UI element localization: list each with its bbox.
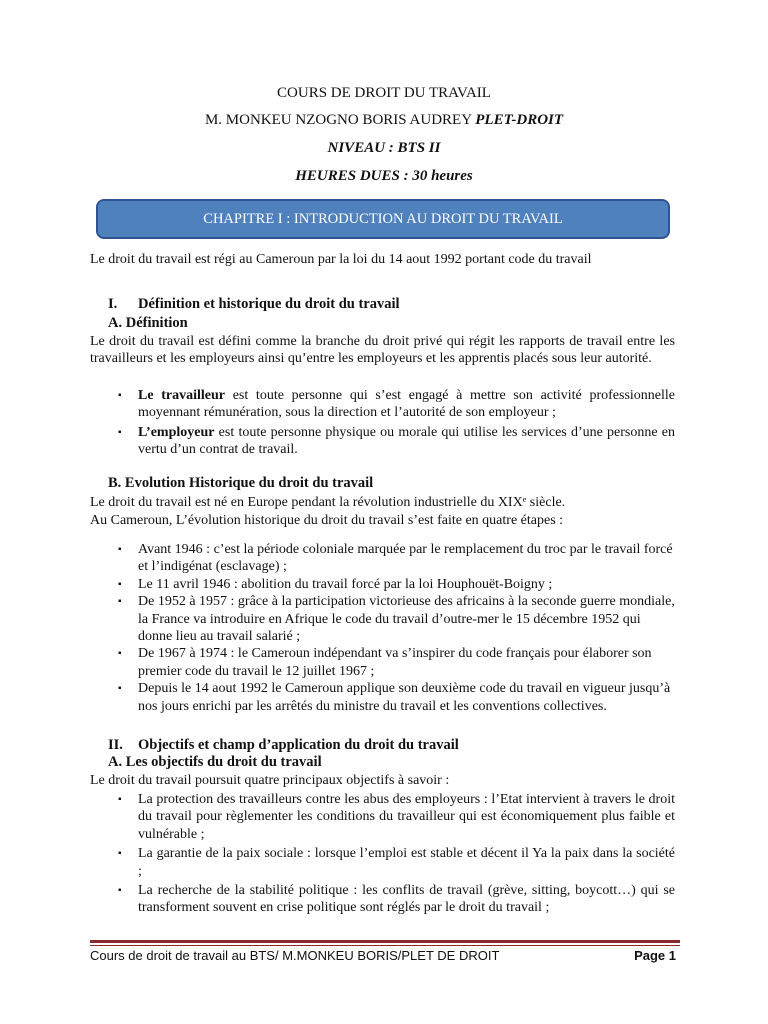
definition-paragraph: Le droit du travail est défini comme la branche du droit privé qui régit les rapports de travail entre les travailleurs et les employeurs ainsi qu’entre les employeurs et les apprentis placés sous leur autorité. xyxy=(90,334,675,367)
author-line xyxy=(0,112,768,129)
list-item xyxy=(118,593,675,645)
bullet-icon: ▪ xyxy=(118,648,122,660)
intro-paragraph: Le droit du travail est régi au Cameroun par la loi du 14 aout 1992 portant code du travail xyxy=(90,252,592,267)
section-2-number: II. xyxy=(108,737,123,753)
list-item xyxy=(118,791,675,843)
section-1-title: Définition et historique du droit du travail xyxy=(138,296,400,312)
level-line: NIVEAU : BTS II xyxy=(327,140,441,156)
chapter-banner xyxy=(96,199,670,239)
bullet-icon: ▪ xyxy=(118,390,122,401)
list-item xyxy=(118,541,675,576)
footer-divider xyxy=(90,940,680,943)
bullet-icon: ▪ xyxy=(118,848,122,860)
term-employeur: L’employeur xyxy=(138,424,215,440)
history-step-5: Depuis le 14 aout 1992 le Cameroun applique son deuxième code du travail en vigueur jusqu’à nos jours enrichi par les arrêtés du ministre du travail et les conventions collectives. xyxy=(138,681,671,714)
list-item xyxy=(118,882,675,917)
bullet-icon: ▪ xyxy=(118,578,122,590)
history-paragraph-2: Au Cameroun, L’évolution historique du droit du travail s’est faite en quatre étapes : xyxy=(90,513,564,528)
chapter-title: CHAPITRE I : INTRODUCTION AU DROIT DU TRAVAIL xyxy=(203,210,563,227)
course-title: COURS DE DROIT DU TRAVAIL xyxy=(277,85,491,101)
objectives-intro: Le droit du travail poursuit quatre principaux objectifs à savoir : xyxy=(90,773,450,788)
bullet-icon: ▪ xyxy=(118,885,122,897)
bullet-icon: ▪ xyxy=(118,426,122,438)
list-item xyxy=(118,576,675,593)
history-step-1: Avant 1946 : c’est la période coloniale marquée par le remplacement du troc par le travail forcé et l’indigénat (esclavage) ; xyxy=(138,542,673,575)
objectives-bullets xyxy=(118,791,675,917)
objective-3: La recherche de la stabilité politique : les conflits de travail (grève, sitting, boycott…) qui se transforment souvent en crise politique sont réglés par le droit du travail ; xyxy=(138,883,675,916)
section-1a-heading: A. Définition xyxy=(108,315,188,331)
list-item xyxy=(118,424,675,459)
history-step-3: De 1952 à 1957 : grâce à la participation victorieuse des africains à la seconde guerre mondiale, la France va introduire en Afrique le code du travail d’outre-mer le 15 décembre 1952 qui donne lieu au travail salarié ; xyxy=(138,594,675,645)
footer-divider-thin xyxy=(90,945,680,946)
history-bullets xyxy=(118,541,675,715)
term-travailleur: Le travailleur xyxy=(138,388,225,403)
list-item xyxy=(118,680,675,715)
author-name: M. MONKEU NZOGNO BORIS AUDREY xyxy=(204,112,476,128)
history-step-2: Le 11 avril 1946 : abolition du travail forcé par la loi Houphouët-Boigny ; xyxy=(138,576,553,592)
history-step-4: De 1967 à 1974 : le Cameroun indépendant va s’inspirer du code français pour élaborer son premier code du travail le 12 juillet 1967 ; xyxy=(138,646,652,679)
term-employeur-definition: est toute personne physique ou morale qui utilise les services d’une personne en vertu d’un contrat de travail. xyxy=(138,424,675,458)
section-2-heading xyxy=(108,737,459,754)
history-paragraph-1: Le droit du travail est né en Europe pendant la révolution industrielle du XIXᵉ siècle. xyxy=(90,495,566,510)
section-2a-heading: A. Les objectifs du droit du travail xyxy=(108,754,322,770)
section-1-number: I. xyxy=(108,296,118,312)
list-item xyxy=(118,387,675,422)
page-number: Page 1 xyxy=(634,948,676,963)
footer-text: Cours de droit de travail au BTS/ M.MONKEU BORIS/PLET DE DROIT xyxy=(90,948,500,963)
objective-1: La protection des travailleurs contre les abus des employeurs : l’Etat intervient à travers le droit du travail pour règlementer les conditions du travailleur qui est économiquement plus faible et vulnérable ; xyxy=(138,792,675,842)
bullet-icon: ▪ xyxy=(118,596,122,608)
objective-2: La garantie de la paix sociale : lorsque l’emploi est stable et décent il Ya la paix dans la société ; xyxy=(138,846,675,879)
section-2-title: Objectifs et champ d’application du droit du travail xyxy=(138,737,459,753)
list-item xyxy=(118,645,675,680)
hours-line: HEURES DUES : 30 heures xyxy=(295,168,473,184)
list-item xyxy=(118,845,675,880)
definition-bullets xyxy=(118,387,675,459)
bullet-icon: ▪ xyxy=(118,794,122,805)
section-1-heading xyxy=(108,296,400,313)
author-role: PLET-DROIT xyxy=(475,112,564,128)
term-travailleur-definition: est toute personne qui s’est engagé à mettre son activité professionnelle moyennant rémunération, sous la direction et l’autorité de son employeur ; xyxy=(138,388,675,421)
bullet-icon: ▪ xyxy=(118,544,122,555)
section-1b-heading: B. Evolution Historique du droit du travail xyxy=(108,475,374,491)
bullet-icon: ▪ xyxy=(118,683,122,695)
